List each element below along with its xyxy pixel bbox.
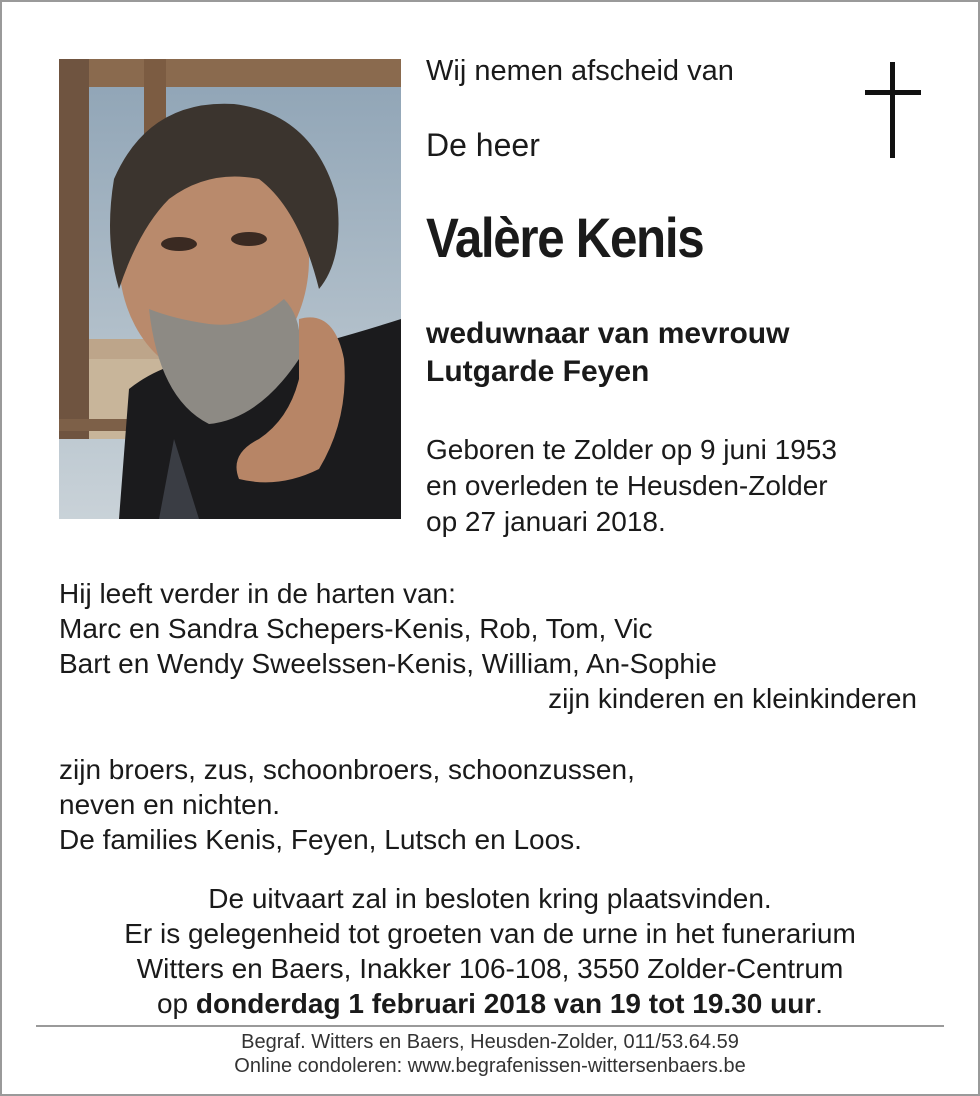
funeral-date: donderdag 1 februari 2018 van 19 tot 19.30 uur	[195, 988, 816, 1019]
funeral-line: De uitvaart zal in besloten kring plaatsvinden.	[208, 883, 772, 914]
family-intro: Hij leeft verder in de harten van:	[59, 578, 456, 609]
life-dates	[426, 432, 837, 540]
honorific-text: De heer	[426, 127, 540, 163]
funeral-date-suffix: .	[815, 988, 824, 1019]
footer	[36, 1030, 944, 1078]
family-block	[59, 576, 917, 716]
spouse-block	[426, 315, 789, 391]
funeral-date-line	[36, 986, 944, 1021]
footer-undertaker: Begraf. Witters en Baers, Heusden-Zolder, 011/53.64.59	[241, 1031, 739, 1053]
family-line: Bart en Wendy Sweelssen-Kenis, William, An-Sophie	[59, 648, 717, 679]
funeral-line: Er is gelegenheid tot groeten van de urne in het funerarium	[124, 918, 856, 949]
funeral-date-prefix: op	[156, 988, 196, 1019]
spouse-name: Lutgarde Feyen	[426, 355, 650, 388]
family-line: Marc en Sandra Schepers-Kenis, Rob, Tom, Vic	[59, 613, 653, 644]
portrait-photo	[59, 59, 401, 519]
relatives-line: neven en nichten.	[59, 789, 281, 820]
relatives-line: De families Kenis, Feyen, Lutsch en Loos.	[59, 824, 582, 855]
deceased-name: Valère Kenis	[426, 206, 704, 269]
death-line: en overleden te Heusden-Zolder	[426, 470, 828, 501]
intro-text: Wij nemen afscheid van	[426, 55, 734, 87]
relatives-block	[59, 752, 635, 857]
funeral-line: Witters en Baers, Inakker 106-108, 3550 Zolder-Centrum	[136, 953, 844, 984]
footer-condolence-link[interactable]: Online condoleren: www.begrafenissen-wittersenbaers.be	[234, 1055, 746, 1077]
cross-icon	[865, 62, 921, 158]
family-role: zijn kinderen en kleinkinderen	[548, 683, 917, 714]
spouse-line: weduwnaar van mevrouw	[426, 317, 790, 350]
birth-line: Geboren te Zolder op 9 juni 1953	[426, 434, 837, 465]
death-date-line: op 27 januari 2018.	[426, 506, 666, 537]
funeral-block	[36, 881, 944, 1021]
footer-divider	[36, 1025, 944, 1027]
relatives-line: zijn broers, zus, schoonbroers, schoonzussen,	[59, 754, 635, 785]
